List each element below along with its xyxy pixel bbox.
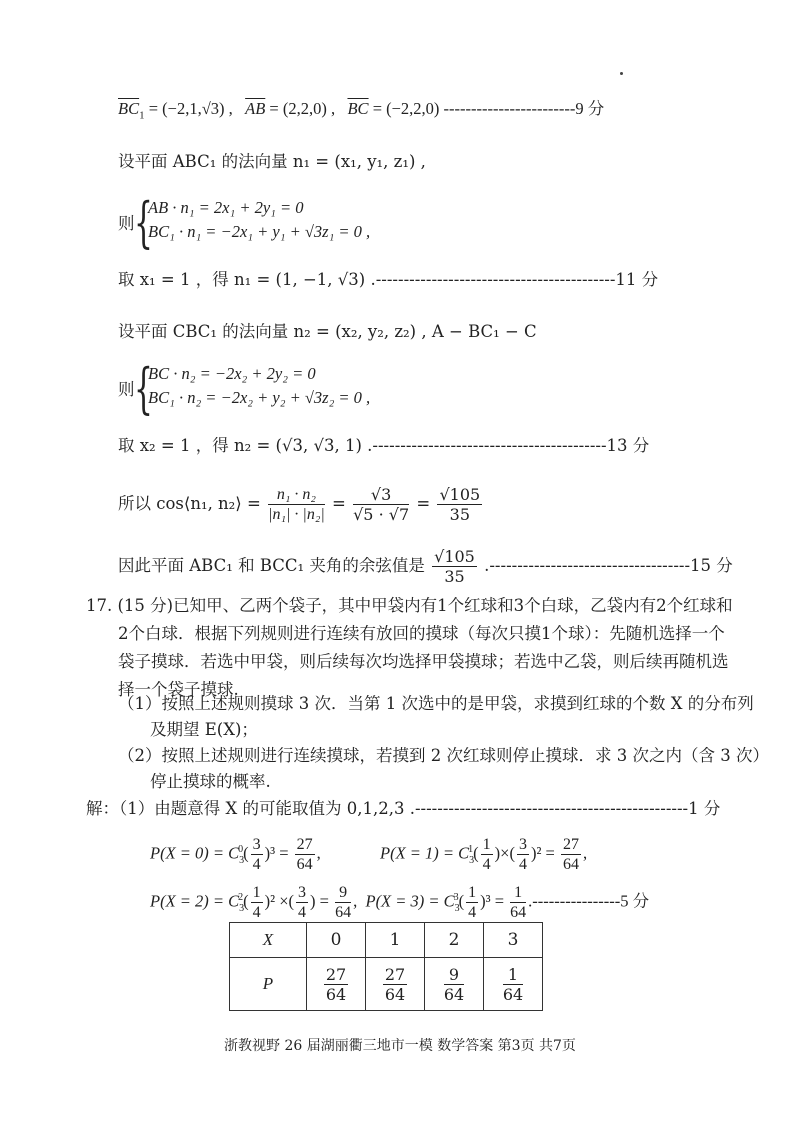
normal-vector-2-result: 取 x₂ = 1 ，得 n₂ = (√3, √3, 1) .------------------------------------------13 分 [118,436,650,455]
fraction-denominator: √5 · √7 [353,505,410,524]
conclusion-lead: 因此平面 ABC₁ 和 BCC₁ 夹角的余弦值是 [118,556,425,575]
table-cell: 0 [307,923,366,958]
distribution-table [229,922,543,1011]
equation-system-1 [118,191,418,254]
conclusion-line [118,544,733,588]
fraction-numerator: n₁ · n₂ [268,485,325,505]
fraction-denominator: 35 [444,567,465,586]
prob-x2-x3: $P(X = 2) = C_3^2$( $\frac{1}{4}$ )² ×( $\frac{3}{4}$ ) = $\frac{9}{64}$ , $P(X = 3) = C_3^3$( $\frac{1}{4}$ )³ = $\frac{1}{64}$ .----------------5 分 [150,884,650,922]
cos-lead: 所以 cos⟨n₁, n₂⟩ = [118,494,261,513]
table-cell: 2 [425,923,484,958]
normal-vector-2-setup: 设平面 CBC₁ 的法向量 n₂ = (x₂, y₂, z₂) , A − BC₁ − C [118,322,537,341]
fraction-denominator: |n₁| · |n₂| [268,506,325,523]
brace-icon: { [134,357,153,420]
system-row: BC · n₂ = −2x₂ + 2y₂ = 0 [148,364,316,383]
normal-vector-1-setup: 设平面 ABC₁ 的法向量 n₁ = (x₁, y₁, z₁) , [118,152,426,171]
table-cell: $\frac{9}{64}$ [425,958,484,1011]
fraction-numerator: √3 [353,485,409,505]
table-header-row [230,923,543,958]
question-17-part1-cont: 及期望 E(X)； [150,720,258,739]
table-cell: 3 [484,923,543,958]
system-row: AB · n₁ = 2x₁ + 2y₁ = 0 [148,198,304,217]
table-cell: X [230,923,307,958]
question-17-part1: （1）按照上述规则摸球 3 次．当第 1 次选中的是甲袋，求摸到红球的个数 X 的分布列 [118,694,754,713]
system-row: BC₁ · n₁ = −2x₁ + y₁ + √3z₁ = 0 , [148,222,371,241]
question-17-part2: （2）按照上述规则进行连续摸球，若摸到 2 次红球则停止摸球．求 3 次之内（含 3 次） [118,746,769,765]
table-cell: $\frac{1}{64}$ [484,958,543,1011]
fraction-denominator: 35 [449,505,470,524]
cosine-computation: 所以 cos⟨n₁, n₂⟩ = $\frac{\text{n₁ · n₂}}{\text{|n₁| · |n₂|}}$ = $\frac{√3}{√5 \cdot √7}$ = $\frac{√105}{35}$ [118,485,481,524]
table-cell: P [230,958,307,1011]
brace-icon: { [134,191,153,254]
question-17-line: 2个白球．根据下列规则进行连续有放回的摸球（每次只摸1个球）：先随机选择一个 [118,624,725,643]
page-footer: 浙教视野 26 届湖丽衢三地市一模 数学答案 第3页 共7页 [224,1038,576,1054]
fraction-numerator: √105 [434,547,475,566]
vector-line: $\overline{BC}_1 = (-2,1,√3)$ , $\overline{AB} = (2,2,0)$ , $\overline{BC} = (-2,2,0)$ ------------------------9 分 [118,99,605,122]
stray-dot [620,72,623,75]
question-17-line: 袋子摸球．若选中甲袋，则后续每次均选择甲袋摸球；若选中乙袋，则后续再随机选 [118,652,729,671]
table-cell: $\frac{27}{64}$ [307,958,366,1011]
table-cell: $\frac{27}{64}$ [366,958,425,1011]
normal-vector-1-result: 取 x₁ = 1 ，得 n₁ = (1, −1, √3) .-------------------------------------------11 分 [118,270,659,289]
prob-x1: $P(X = 1) = C_3^1$( $\frac{1}{4}$ )×( $\frac{3}{4}$ )² = $\frac{27}{64}$ , [380,836,588,874]
table-cell: 1 [366,923,425,958]
question-17-line: 择一个袋子摸球. [118,680,239,699]
prob-x0: $P(X = 0) = C_3^0$( $\frac{3}{4}$ )³ = $\frac{27}{64}$ , [150,836,321,874]
table-row [230,958,543,1011]
system-row: BC₁ · n₂ = −2x₂ + y₂ + √3z₂ = 0 , [148,388,371,407]
question-17-line: 17. (15 分)已知甲、乙两个袋子，其中甲袋内有1个红球和3个白球，乙袋内有2个红球和 [86,596,733,615]
equation-system-2 [118,357,418,420]
conclusion-score: .------------------------------------15 分 [484,556,733,575]
system-lead: 则 [118,380,135,399]
solution-line: 解：（1）由题意得 X 的可能取值为 0,1,2,3 .-------------------------------------------------1 分 [86,799,721,818]
system-lead: 则 [118,214,135,233]
fraction-numerator: √105 [439,485,481,504]
question-17-part2-cont: 停止摸球的概率. [150,772,271,791]
